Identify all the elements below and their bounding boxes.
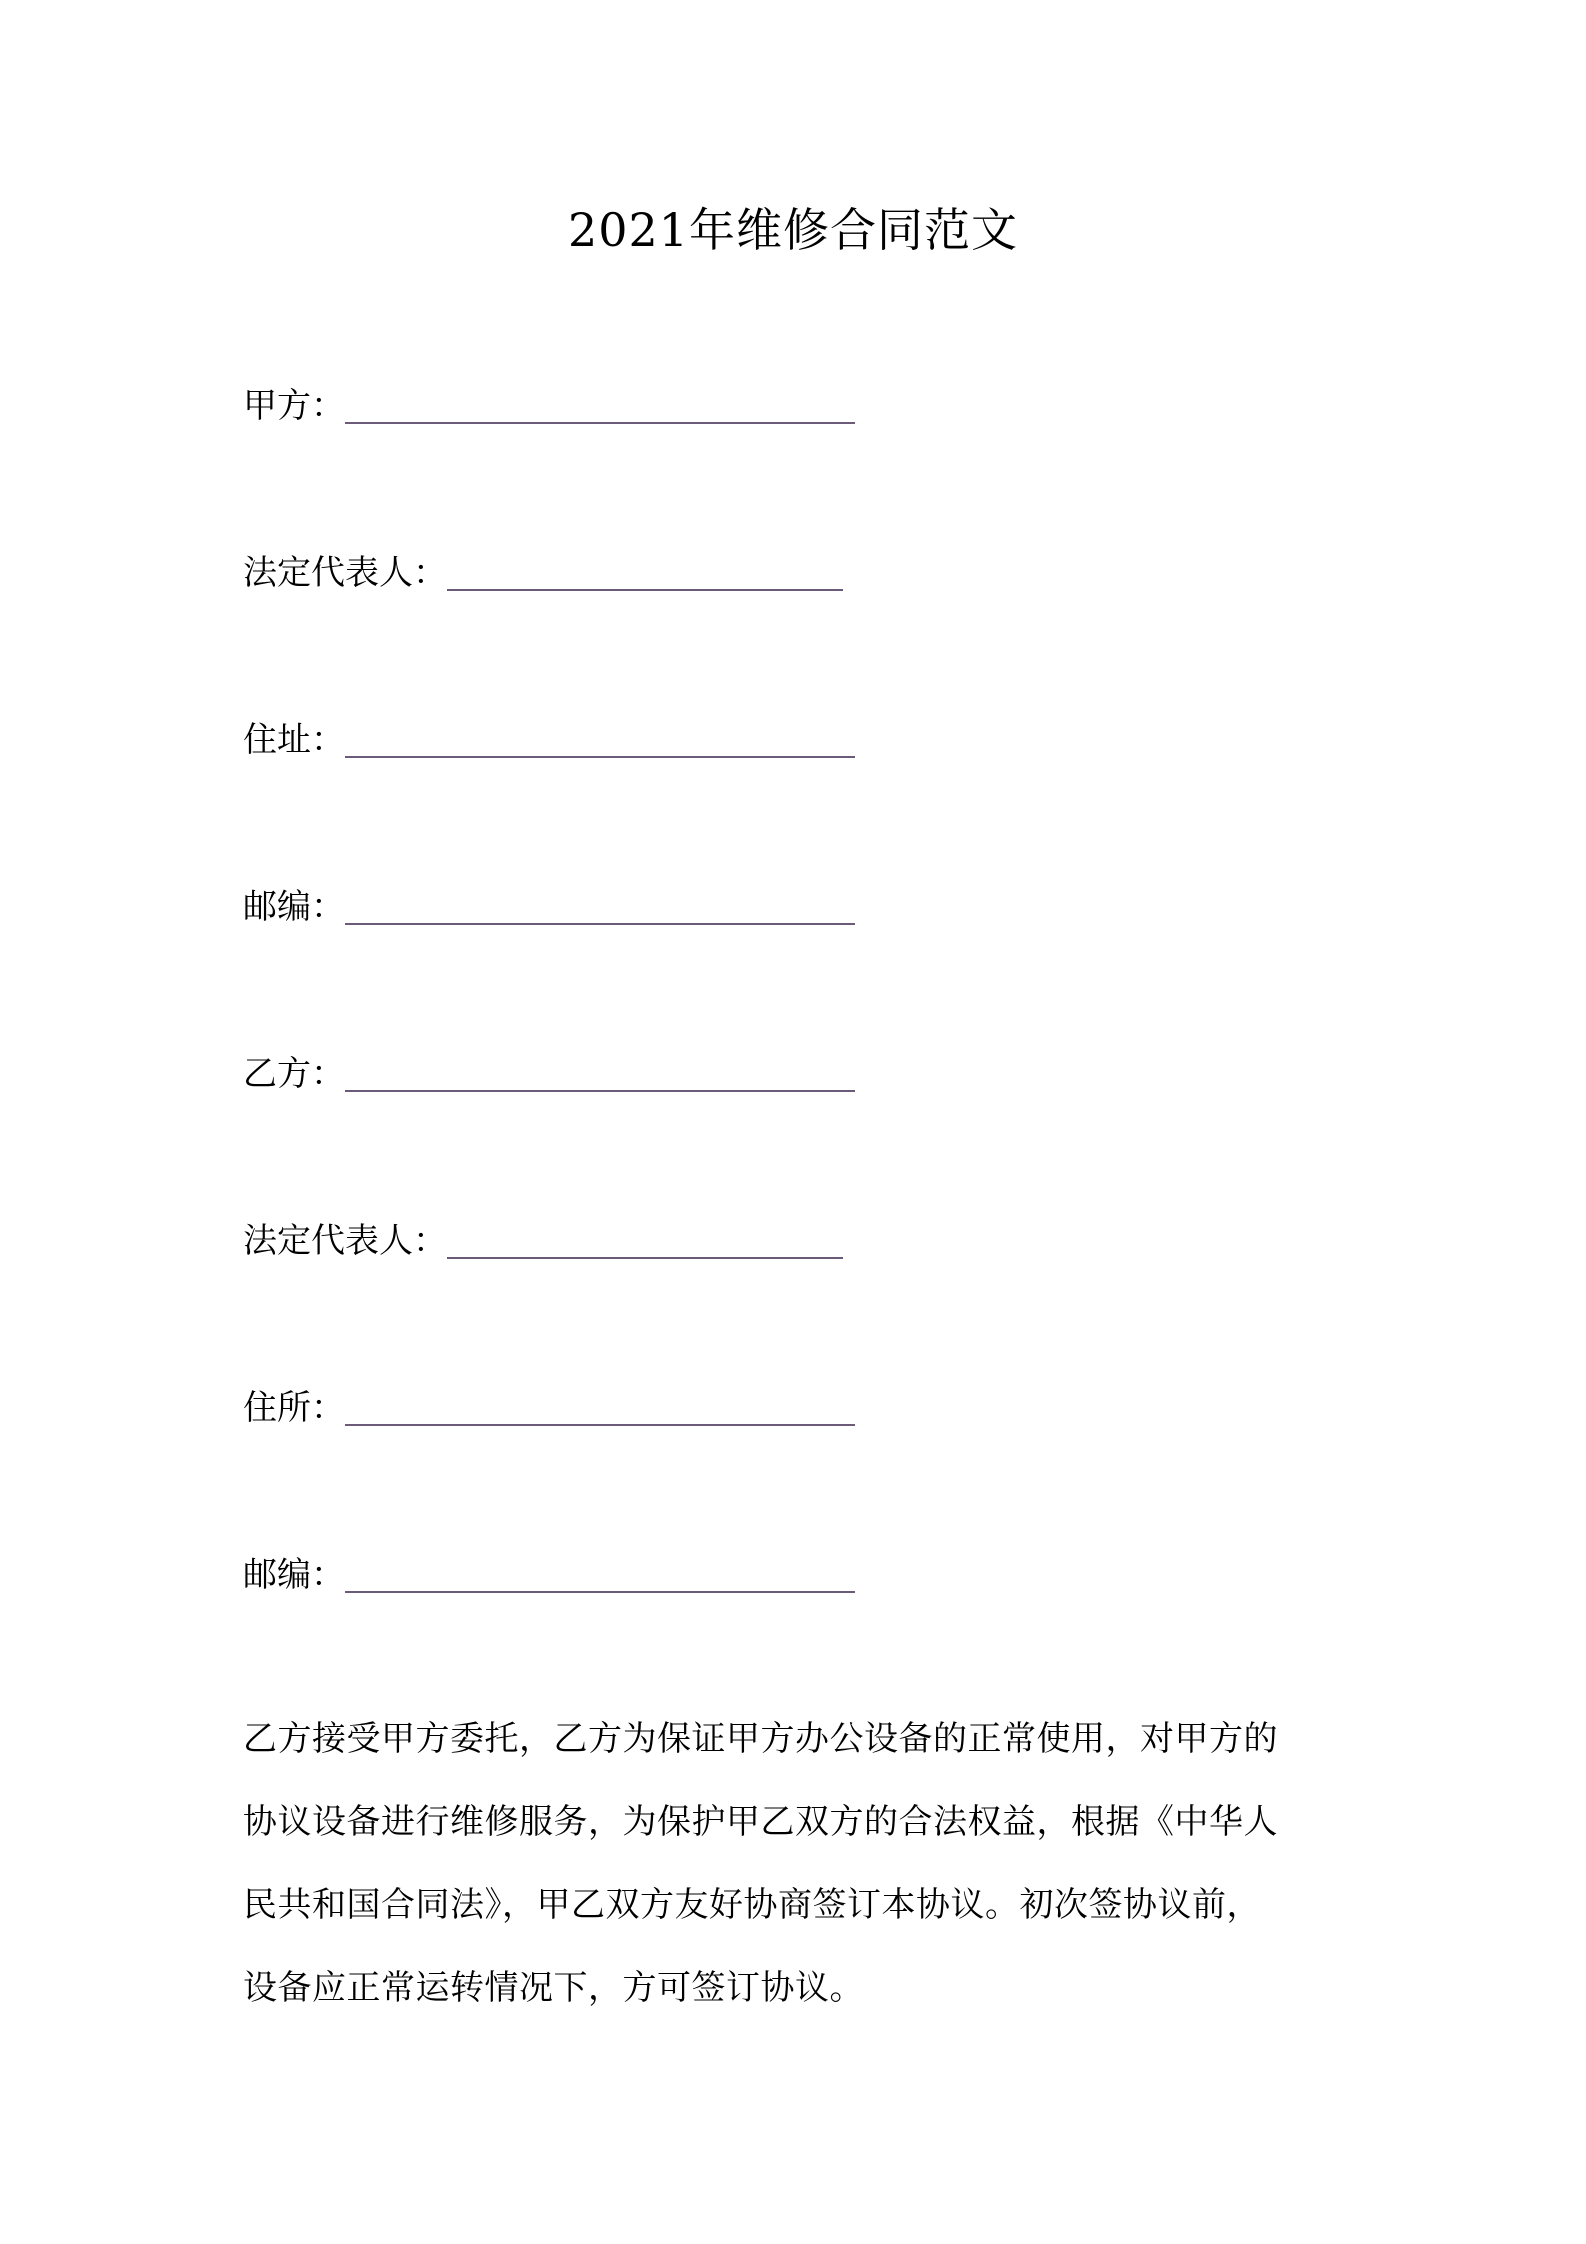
field-party-a-address	[243, 712, 855, 762]
paragraph-line: 协议设备进行维修服务，为保护甲乙双方的合法权益，根据《中华人	[243, 1802, 1278, 1842]
field-label: 邮编：	[243, 1555, 345, 1595]
document-title: 2021年维修合同范文	[567, 203, 1019, 257]
intro-paragraph	[243, 1698, 1363, 2030]
field-party-b-residence	[243, 1380, 855, 1430]
field-label: 甲方：	[243, 386, 345, 426]
field-label: 法定代表人：	[243, 553, 447, 593]
fill-in-blank	[447, 1221, 843, 1259]
paragraph-line: 乙方接受甲方委托，乙方为保证甲方办公设备的正常使用，对甲方的	[243, 1719, 1278, 1759]
fill-in-blank	[345, 1388, 855, 1426]
field-party-a-postcode	[243, 879, 855, 929]
field-party-b	[243, 1046, 855, 1096]
fill-in-blank	[447, 553, 843, 591]
paragraph-line: 设备应正常运转情况下，方可签订协议。	[243, 1968, 864, 2008]
field-party-b-legal-rep	[243, 1213, 843, 1263]
field-label: 住所：	[243, 1388, 345, 1428]
field-party-b-postcode	[243, 1547, 855, 1597]
fill-in-blank	[345, 1054, 855, 1092]
fill-in-blank	[345, 1555, 855, 1593]
field-label: 住址：	[243, 720, 345, 760]
fill-in-blank	[345, 386, 855, 424]
field-label: 法定代表人：	[243, 1221, 447, 1261]
field-party-a	[243, 378, 855, 428]
paragraph-line: 民共和国合同法》，甲乙双方友好协商签订本协议。初次签协议前，	[243, 1885, 1261, 1925]
field-party-a-legal-rep	[243, 545, 843, 595]
field-label: 乙方：	[243, 1054, 345, 1094]
field-label: 邮编：	[243, 887, 345, 927]
fill-in-blank	[345, 887, 855, 925]
fill-in-blank	[345, 720, 855, 758]
